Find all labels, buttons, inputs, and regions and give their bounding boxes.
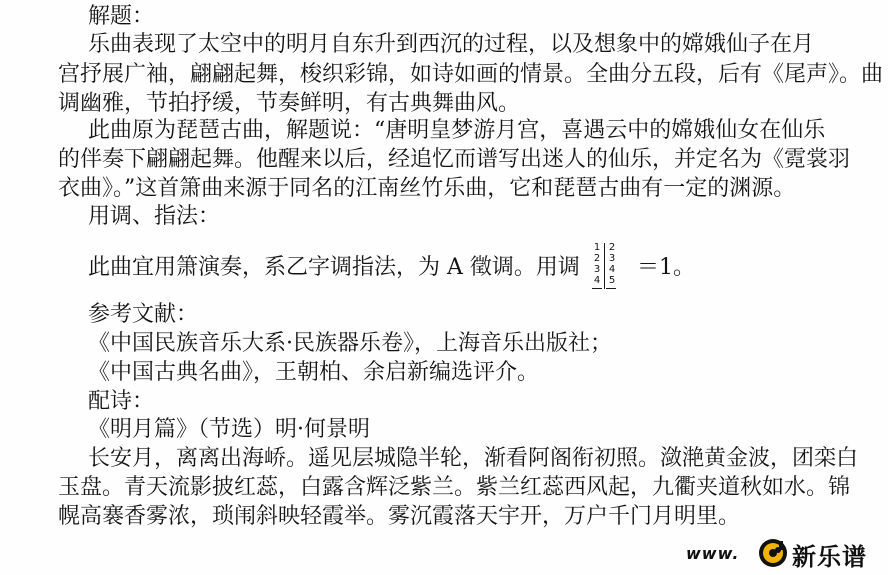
music-disc-icon <box>758 538 788 568</box>
fingering-number: 5 <box>608 275 616 286</box>
watermark-site-name: 新乐谱 <box>792 543 867 571</box>
paragraph-line: 宫抒展广袖，翩翩起舞，梭织彩锦，如诗如画的情景。全曲分五段，后有《尾声》。曲 <box>58 62 884 87</box>
paragraph-line: 调幽雅，节拍抒缓，节奏鲜明，有古典舞曲风。 <box>58 91 521 116</box>
heading-yongdiao: 用调、指法： <box>88 204 221 229</box>
fingering-right-column <box>606 243 618 287</box>
paragraph-line: 此曲原为琵琶古曲，解题说：“唐明皇梦游月宫，喜遇云中的嫦娥仙女在仙乐 <box>88 118 826 143</box>
heading-refs: 参考文献： <box>88 302 199 327</box>
site-watermark <box>682 532 888 575</box>
fingering-number: 3 <box>608 253 616 264</box>
fingering-notation <box>591 243 629 293</box>
fingering-number: 4 <box>608 264 616 275</box>
fingering-underline <box>606 288 616 289</box>
fingering-number: 2 <box>593 253 601 264</box>
fingering-underline <box>592 288 602 289</box>
fingering-divider <box>604 243 605 289</box>
poem-line: 幌高褰香雾浓，琐闱斜映轻霞举。雾沉霞落天宇开，万户千门月明里。 <box>58 504 741 529</box>
paragraph-line: 衣曲》。”这首箫曲来源于同名的江南丝竹乐曲，它和琵琶古曲有一定的渊源。 <box>58 176 796 201</box>
heading-jieti: 解题： <box>88 4 155 29</box>
poem-line: 玉盘。青天流影披红蕊，白露含辉泛紫兰。紫兰红蕊西风起，九衢夹道秋如水。锦 <box>58 475 851 500</box>
fingering-number: 4 <box>593 275 601 286</box>
poem-line: 长安月，离离出海峤。遥见层城隐半轮，渐看阿阁衔初照。潋滟黄金波，团栾白 <box>88 446 859 471</box>
reference-item: 《中国民族音乐大系·民族器乐卷》，上海音乐出版社； <box>88 331 612 356</box>
paragraph-line: 乐曲表现了太空中的明月自东升到西沉的过程，以及想象中的嫦娥仙子在月 <box>88 32 815 57</box>
tuning-equals: ＝1。 <box>637 255 695 280</box>
fingering-number: 1 <box>593 242 601 253</box>
paragraph-line: 此曲宜用箫演奏，系乙字调指法，为 A 徵调。用调 <box>88 255 580 280</box>
fingering-left-column <box>591 243 603 287</box>
fingering-number: 2 <box>608 242 616 253</box>
reference-item: 《中国古典名曲》，王朝柏、余启新编选评介。 <box>88 360 540 385</box>
paragraph-line: 的伴奏下翩翩起舞。他醒来以后，经追忆而谱写出迷人的仙乐，并定名为《霓裳羽 <box>58 147 851 172</box>
poem-title: 《明月篇》（节选）明·何景明 <box>88 417 370 442</box>
watermark-url: www. <box>686 544 740 563</box>
fingering-number: 3 <box>593 264 601 275</box>
heading-poem: 配诗： <box>88 389 155 414</box>
